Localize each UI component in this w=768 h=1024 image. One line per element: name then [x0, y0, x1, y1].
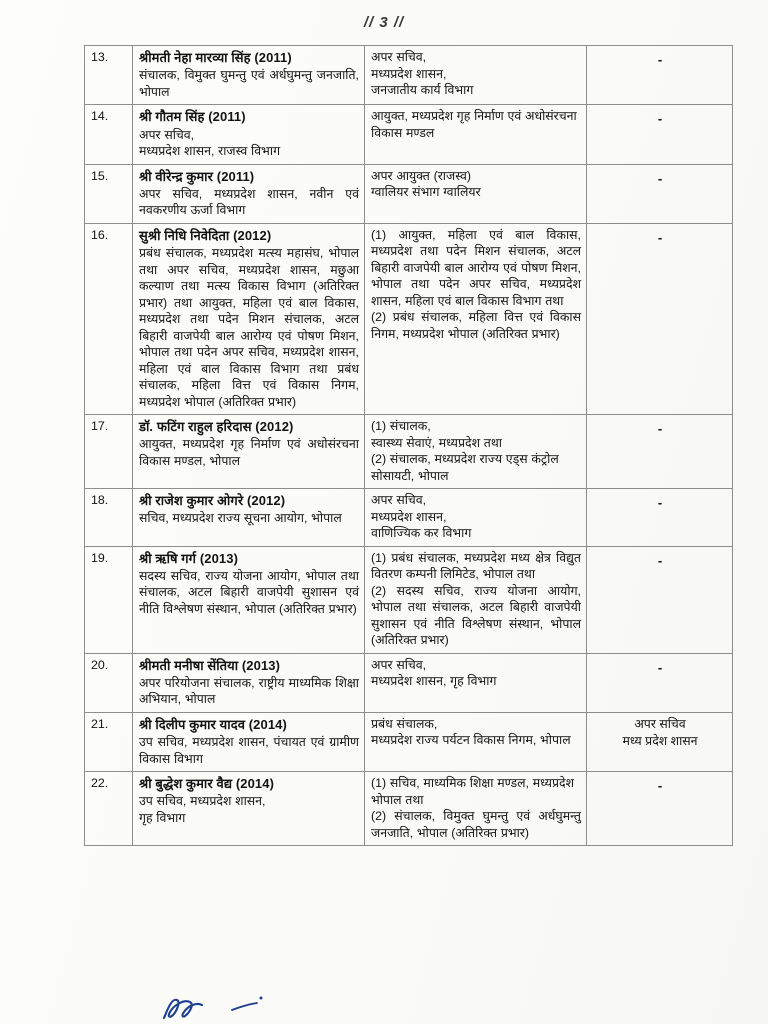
table-row	[85, 546, 733, 653]
additional-remark-line: मध्य प्रदेश शासन	[622, 734, 698, 749]
cell-serial-number: 16.	[85, 223, 133, 414]
current-post-line: गृह विभाग	[139, 810, 186, 825]
cell-officer-name-and-current-post	[133, 46, 365, 105]
cell-officer-name-and-current-post	[133, 223, 365, 414]
new-post-line: प्रबंध संचालक,	[371, 716, 438, 731]
table-row	[85, 772, 733, 846]
empty-dash: -	[657, 421, 663, 437]
cell-serial-number: 17.	[85, 415, 133, 489]
cell-additional-remark	[587, 772, 733, 846]
new-post-line: वाणिज्यिक कर विभाग	[371, 526, 472, 541]
current-post-line: प्रबंध संचालक, मध्यप्रदेश मत्स्य महासंघ, भोपाल तथा अपर सचिव, मध्यप्रदेश शासन, मछुआ कल्याण तथा मत्स्य विकास विभाग (अतिरिक्त प्रभार) तथा आयुक्त, महिला एवं बाल विकास, मध्यप्रदेश तथा पदेन मिशन संचालक, अटल बिहारी वाजपेयी बाल आरोग्य एवं पोषण मिशन, भोपाल तथा पदेन अपर सचिव, मध्यप्रदेश शासन, महिला एवं बाल विकास विभाग तथा प्रबंध संचालक, महिला वित्त एवं विकास निगम, मध्यप्रदेश भोपाल (अतिरिक्त प्रभार)	[139, 246, 359, 409]
empty-dash: -	[657, 229, 663, 245]
officers-transfer-table	[84, 45, 733, 846]
officer-name: श्री राजेश कुमार ओगरे (2012)	[139, 493, 286, 509]
cell-officer-name-and-current-post	[133, 105, 365, 164]
cell-new-post	[365, 489, 587, 547]
new-post-line: अपर सचिव,	[371, 50, 427, 64]
new-post-line: (2) सदस्य सचिव, राज्य योजना आयोग, भोपाल तथा संचालक, अटल बिहारी वाजपेयी सुशासन एवं नीति विश्लेषण संस्थान, भोपाल (अतिरिक्त प्रभार)	[371, 583, 581, 648]
table-row	[85, 105, 733, 164]
transfer-order-table-wrapper	[84, 45, 732, 846]
current-post-line: अपर सचिव,	[139, 127, 195, 142]
empty-dash: -	[657, 778, 663, 794]
current-post-line: सदस्य सचिव, राज्य योजना आयोग, भोपाल तथा संचालक, अटल बिहारी वाजपेयी सुशासन एवं नीति विश्लेषण संस्थान, भोपाल (अतिरिक्त प्रभार)	[139, 568, 359, 616]
cell-additional-remark	[587, 712, 733, 771]
new-post-line: मध्यप्रदेश शासन,	[371, 509, 447, 524]
cell-new-post	[365, 712, 587, 771]
cell-additional-remark	[587, 546, 733, 653]
cell-new-post	[365, 46, 587, 105]
officer-name: श्रीमती मनीषा सेंतिया (2013)	[139, 657, 281, 673]
cell-additional-remark	[587, 653, 733, 712]
officer-name: डॉ. फटिंग राहुल हरिदास (2012)	[139, 419, 294, 435]
cell-officer-name-and-current-post	[133, 415, 365, 489]
current-post-line: उप सचिव, मध्यप्रदेश शासन, पंचायत एवं ग्रामीण विकास विभाग	[139, 735, 359, 766]
current-post-line: सचिव, मध्यप्रदेश राज्य सूचना आयोग, भोपाल	[139, 511, 342, 526]
cell-additional-remark	[587, 223, 733, 414]
current-post-line: आयुक्त, मध्यप्रदेश गृह निर्माण एवं अधोसंरचना विकास मण्डल, भोपाल	[139, 437, 359, 468]
table-row	[85, 46, 733, 105]
cell-serial-number: 20.	[85, 653, 133, 712]
new-post-line: ग्वालियर संभाग ग्वालियर	[371, 185, 481, 200]
cell-officer-name-and-current-post	[133, 546, 365, 653]
officer-name: श्री दिलीप कुमार यादव (2014)	[139, 716, 287, 732]
officer-name: श्रीमती नेहा मारव्या सिंह (2011)	[139, 50, 292, 65]
cell-officer-name-and-current-post	[133, 653, 365, 712]
new-post-line: मध्यप्रदेश शासन,	[371, 66, 447, 81]
cell-serial-number: 15.	[85, 164, 133, 223]
cell-officer-name-and-current-post	[133, 712, 365, 771]
officer-name: श्री वीरेन्द्र कुमार (2011)	[139, 168, 255, 184]
cell-serial-number: 21.	[85, 712, 133, 771]
table-row	[85, 415, 733, 489]
new-post-line: अपर सचिव,	[371, 657, 427, 672]
new-post-line: स्वास्थ्य सेवाएं, मध्यप्रदेश तथा	[371, 435, 502, 450]
cell-serial-number: 18.	[85, 489, 133, 547]
cell-new-post	[365, 546, 587, 653]
new-post-line: (1) आयुक्त, महिला एवं बाल विकास, मध्यप्रदेश तथा पदेन मिशन संचालक, अटल बिहारी वाजपेयी बाल आरोग्य एवं पोषण मिशन, भोपाल तथा पदेन अपर सचिव, मध्यप्रदेश शासन, महिला एवं बाल विकास विभाग तथा	[371, 227, 581, 308]
new-post-line: आयुक्त, मध्यप्रदेश गृह निर्माण एवं अधोसंरचना विकास मण्डल	[371, 109, 577, 140]
new-post-line: मध्यप्रदेश राज्य पर्यटन विकास निगम, भोपाल	[371, 733, 571, 748]
table-row	[85, 223, 733, 414]
page-number-header: // 3 //	[363, 14, 405, 31]
empty-dash: -	[657, 111, 663, 127]
cell-serial-number: 14.	[85, 105, 133, 164]
cell-additional-remark	[587, 164, 733, 223]
officer-name: श्री गौतम सिंह (2011)	[139, 109, 246, 125]
new-post-line: (2) प्रबंध संचालक, महिला वित्त एवं विकास निगम, मध्यप्रदेश भोपाल (अतिरिक्त प्रभार)	[371, 310, 581, 341]
cell-serial-number: 19.	[85, 546, 133, 653]
current-post-line: संचालक, विमुक्त घुमन्तु एवं अर्धघुमन्तु जनजाति, भोपाल	[139, 68, 359, 99]
cell-officer-name-and-current-post	[133, 772, 365, 846]
table-row	[85, 653, 733, 712]
cell-serial-number: 13.	[85, 46, 133, 105]
cell-new-post	[365, 164, 587, 223]
current-post-line: अपर सचिव, मध्यप्रदेश शासन, नवीन एवं नवकरणीय ऊर्जा विभाग	[139, 186, 359, 218]
current-post-line: उप सचिव, मध्यप्रदेश शासन,	[139, 794, 266, 809]
new-post-line: (1) प्रबंध संचालक, मध्यप्रदेश मध्य क्षेत्र विद्युत वितरण कम्पनी लिमिटेड, भोपाल तथा	[371, 550, 581, 582]
new-post-line: जनजातीय कार्य विभाग	[371, 83, 474, 97]
cell-serial-number: 22.	[85, 772, 133, 846]
new-post-line: (2) संचालक, मध्यप्रदेश राज्य एड्स कंट्रोल सोसायटी, भोपाल	[371, 452, 559, 483]
officer-name: श्री ऋषि गर्ग (2013)	[139, 550, 238, 566]
current-post-line: मध्यप्रदेश शासन, राजस्व विभाग	[139, 144, 281, 159]
empty-dash: -	[657, 170, 663, 186]
handwritten-signature	[158, 990, 308, 1024]
table-row	[85, 489, 733, 547]
new-post-line: (1) सचिव, माध्यमिक शिक्षा मण्डल, मध्यप्रदेश भोपाल तथा	[371, 776, 575, 807]
cell-officer-name-and-current-post	[133, 489, 365, 547]
new-post-line: अपर आयुक्त (राजस्व)	[371, 168, 472, 183]
additional-remark-line: अपर सचिव	[634, 716, 686, 731]
new-post-line: (2) संचालक, विमुक्त घुमन्तु एवं अर्धघुमन्तु जनजाति, भोपाल (अतिरिक्त प्रभार)	[371, 809, 581, 840]
cell-additional-remark	[587, 489, 733, 547]
empty-dash: -	[657, 659, 663, 675]
officer-name: सुश्री निधि निवेदिता (2012)	[139, 227, 272, 243]
table-row	[85, 164, 733, 223]
cell-new-post	[365, 415, 587, 489]
cell-officer-name-and-current-post	[133, 164, 365, 223]
new-post-line: मध्यप्रदेश शासन, गृह विभाग	[371, 674, 497, 689]
cell-new-post	[365, 223, 587, 414]
cell-new-post	[365, 653, 587, 712]
table-row	[85, 712, 733, 771]
cell-new-post	[365, 105, 587, 164]
cell-additional-remark	[587, 105, 733, 164]
empty-dash: -	[657, 495, 663, 511]
cell-new-post	[365, 772, 587, 846]
new-post-line: (1) संचालक,	[371, 419, 431, 434]
table-body	[85, 46, 733, 846]
officer-name: श्री बुद्धेश कुमार वैद्य (2014)	[139, 776, 275, 792]
cell-additional-remark	[587, 415, 733, 489]
current-post-line: अपर परियोजना संचालक, राष्ट्रीय माध्यमिक शिक्षा अभियान, भोपाल	[139, 675, 359, 707]
empty-dash: -	[657, 552, 663, 568]
empty-dash: -	[657, 52, 663, 67]
cell-additional-remark	[587, 46, 733, 105]
new-post-line: अपर सचिव,	[371, 493, 427, 508]
